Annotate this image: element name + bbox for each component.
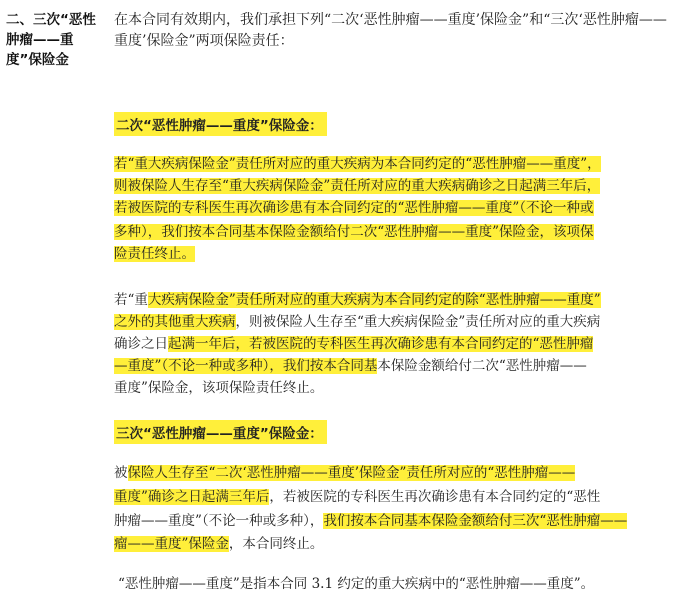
intro-paragraph: 在本合同有效期内，我们承担下列“二次‘恶性肿瘤——重度’保险金”和“三次‘恶性肿瘤——重度’保险金”两项保险责任：: [114, 12, 667, 49]
sec3-l2b: ，若被医院的专科医生再次确诊患有本合同约定的“恶性: [269, 489, 601, 505]
sec2-p2-l4b: 本保险金额给付二次“恶性肿瘤——: [377, 358, 587, 374]
sec3-heading: [114, 420, 327, 444]
sec2-p1-line-3: 若被医院的专科医生再次确诊患有本合同约定的“恶性肿瘤——重度”（不论一种或: [114, 200, 594, 216]
sec2-p2-l1a: 若“重: [114, 292, 148, 308]
sec2-p2-l3b: 起满一年后，若被医院的专科医生再次确诊患有本合同约定的“恶性肿瘤: [168, 336, 594, 352]
sec3-l3b: 我们按本合同基本保险金额给付三次“恶性肿瘤——: [323, 513, 628, 529]
sec3-l1a: 被: [114, 465, 128, 481]
sec3-heading-text: 三次“恶性肿瘤——重度”保险金：: [114, 420, 327, 444]
sec2-heading-text: 二次“恶性肿瘤——重度”保险金：: [114, 112, 327, 136]
sec2-p1-line-2: 则被保险人生存至“重大疾病保险金”责任所对应的重大疾病确诊之日起满三年后，: [114, 178, 601, 194]
sec2-p1-line-1: 若“重大疾病保险金”责任所对应的重大疾病为本合同约定的“恶性肿瘤——重度”，: [114, 156, 601, 172]
sec2-heading: [114, 112, 327, 136]
sec2-p2-l4a: —重度”（不论一种或多种），我们按本合同基: [114, 358, 378, 374]
sec2-p1-line-5: 险责任终止。: [114, 246, 195, 262]
sec3-l4b: ，本合同终止。: [228, 536, 324, 552]
sec3-l1b: 保险人生存至“二次‘恶性肿瘤——重度’保险金”责任所对应的“恶性肿瘤——: [127, 465, 576, 481]
sec3-l4a: 瘤——重度”保险金: [114, 536, 229, 552]
sec2-p1-line-4: 多种），我们按本合同基本保险金额给付二次“恶性肿瘤——重度”保险金，该项保: [114, 224, 594, 240]
sec3-l2a: 重度”确诊之日起满三年后: [114, 489, 270, 505]
sec2-p2-l5: 重度”保险金，该项保险责任终止。: [114, 380, 324, 396]
sec2-p2-l3a: 确诊之日: [114, 336, 168, 352]
section-side-heading: 二、三次“恶性肿瘤——重度”保险金: [6, 12, 96, 68]
sec2-p2-l2a: 之外的其他重大疾病: [114, 314, 236, 330]
sec3-l3a: 肿瘤——重度”（不论一种或多种），: [114, 513, 324, 529]
sec2-p2-l2b: ，则被保险人生存至“重大疾病保险金”责任所对应的重大疾病: [235, 314, 601, 330]
sec2-p2-l1b: 大疾病保险金”责任所对应的重大疾病为本合同约定的除“恶性肿瘤——重度”: [147, 292, 601, 308]
definition-paragraph: “恶性肿瘤——重度”是指本合同 3.1 约定的重大疾病中的“恶性肿瘤——重度”。: [118, 576, 595, 592]
